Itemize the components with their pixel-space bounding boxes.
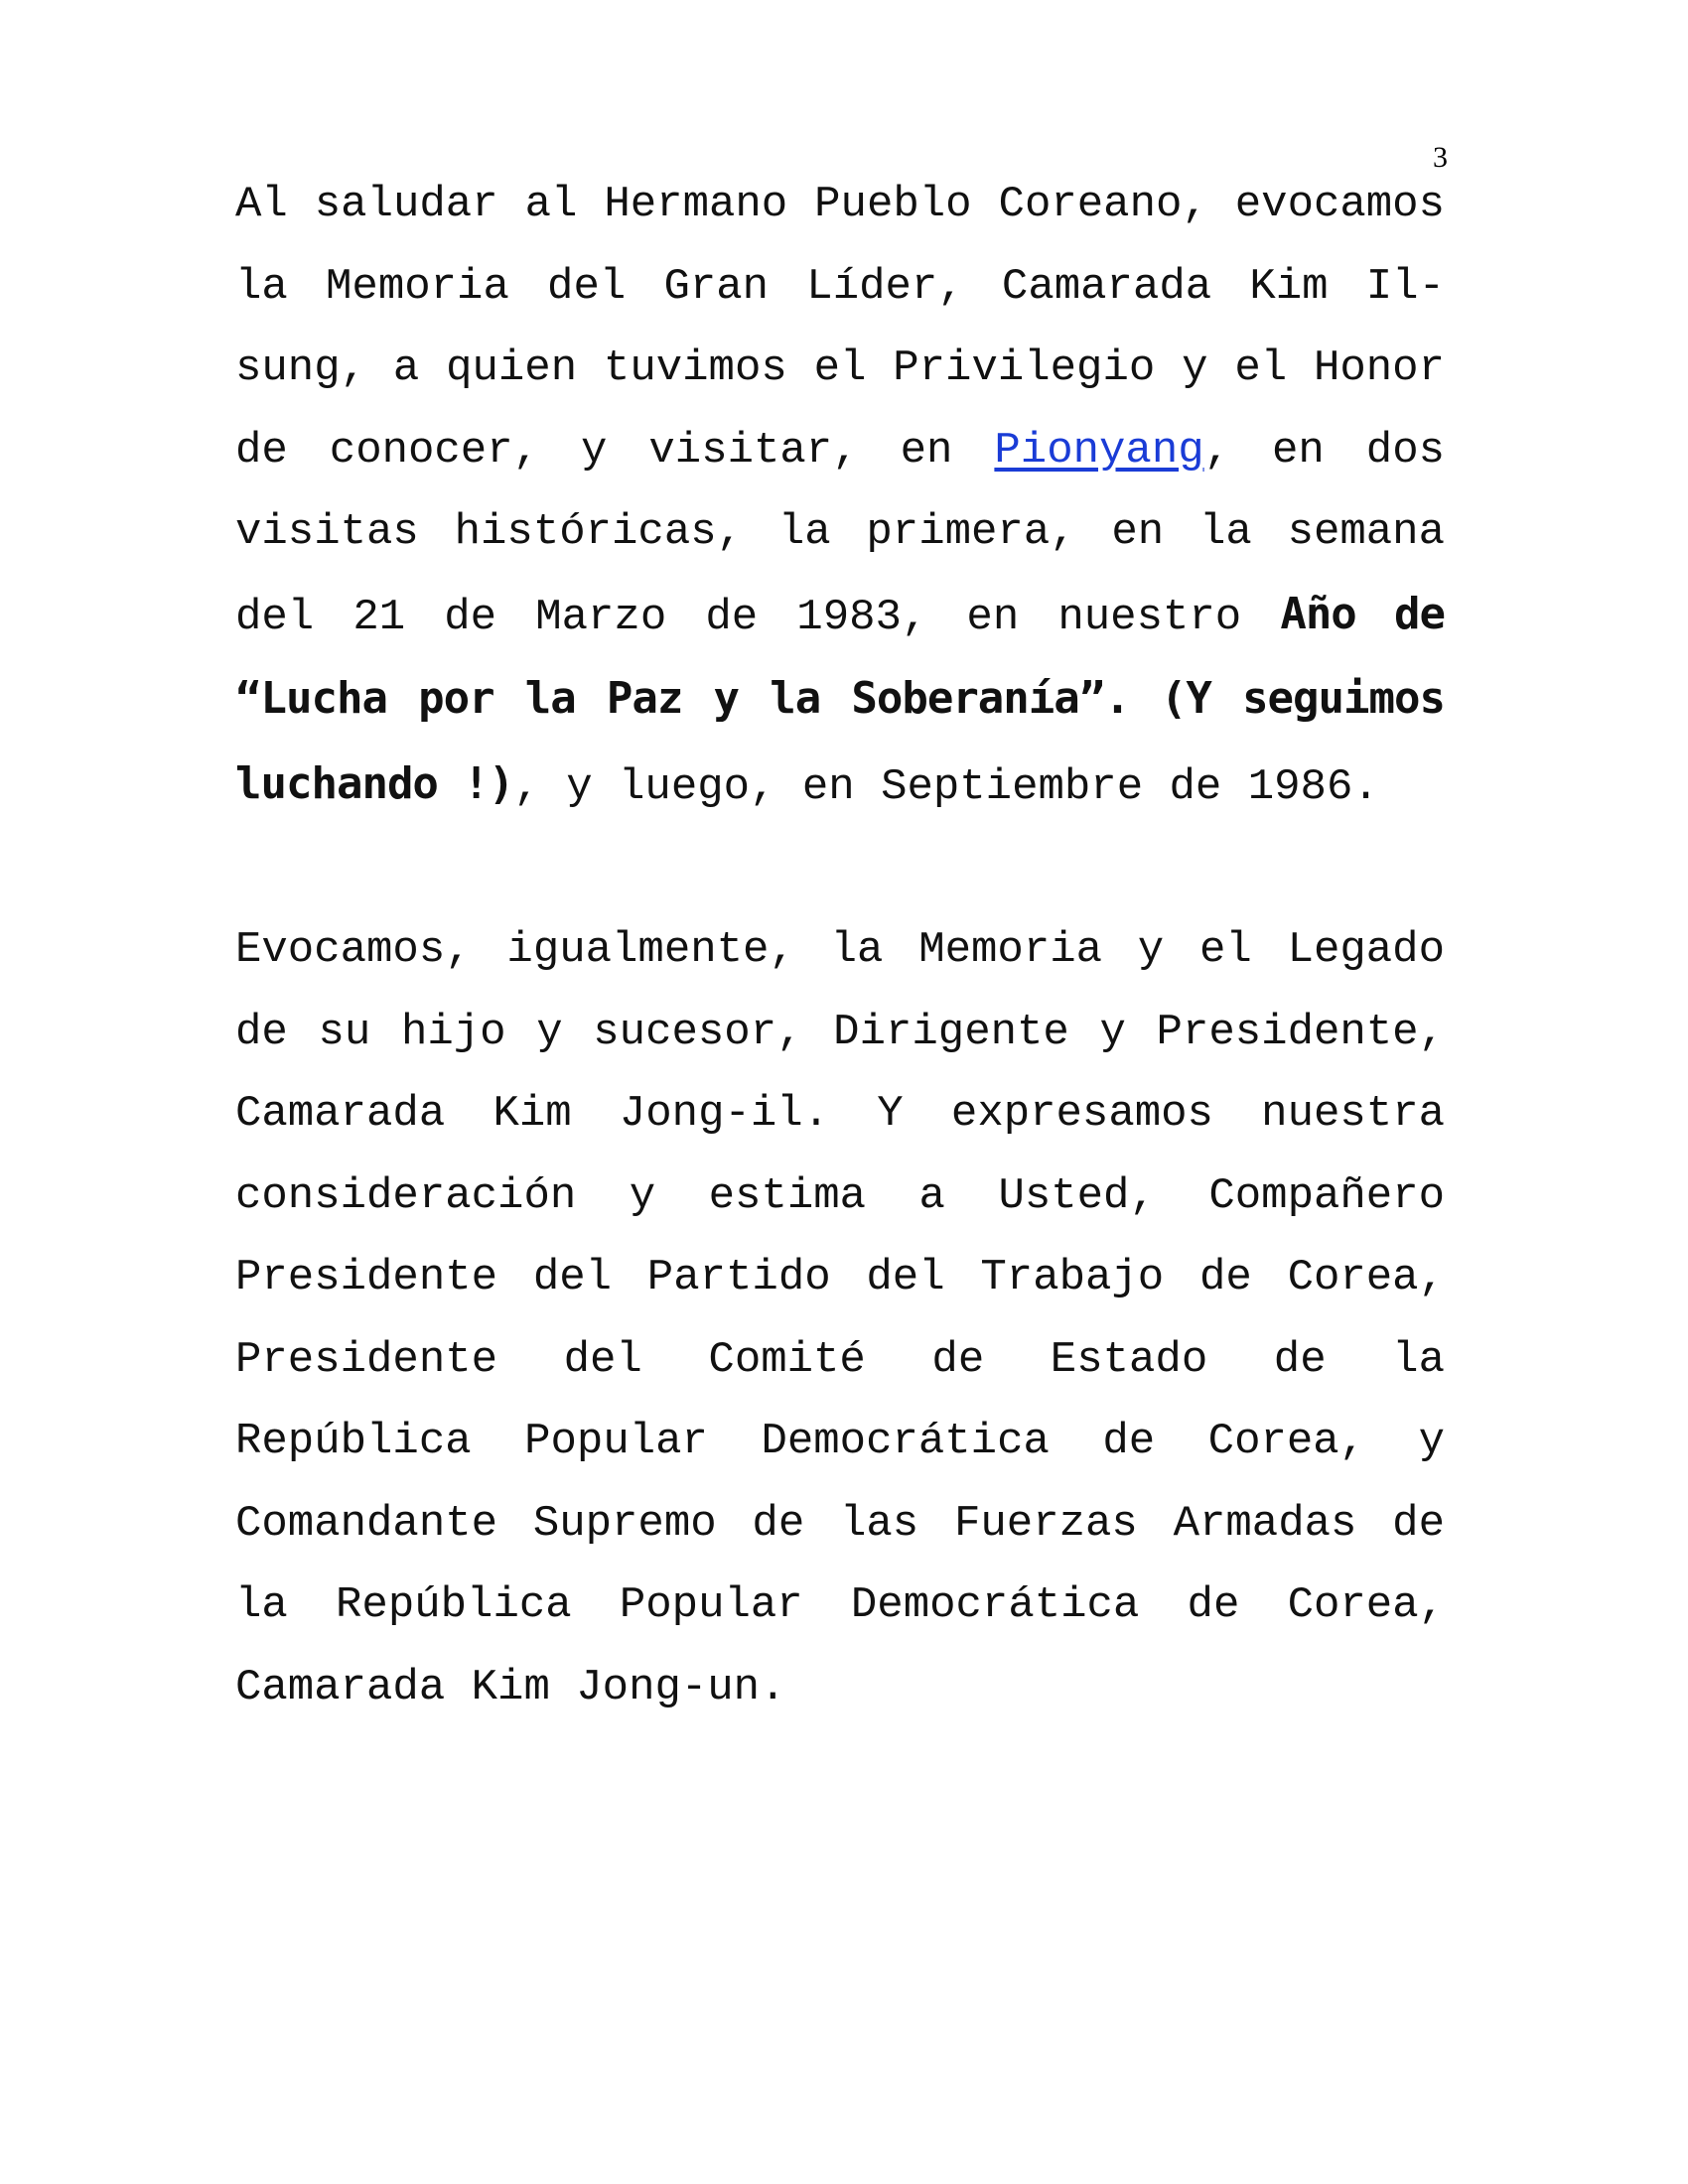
paragraph-greeting-text-start: Al saludar al Hermano Pueblo Coreano, evocamos la Memoria del Gran Líder, Camarada Kim Il-sung, a quien tuvimos el Privilegio y el Honor de conocer, y visitar, en (235, 180, 1445, 476)
paragraph-greeting-text-middle: , en dos visitas históricas, la primera, en la semana del 21 de Marzo de 1983, en nuestro (235, 425, 1446, 642)
paragraph-tribute: Evocamos, igualmente, la Memoria y el Legado de su hijo y sucesor, Dirigente y Presidente, Camarada Kim Jong-il. Y expresamos nuestra consideración y estima a Usted, Compañero Presidente del Partido del Trabajo de Corea, Presidente del Comité de Estado de la República Popular Democrática de Corea, y Comandante Supremo de las Fuerzas Armadas de la República Popular Democrática de Corea, Camarada Kim Jong-un. (235, 925, 1445, 1712)
page-number: 3 (1433, 141, 1448, 174)
letter-body (235, 164, 1445, 1728)
bold-emphasis: Año de “Lucha por la Paz y la Soberanía”. (Y seguimos luchando !) (235, 588, 1445, 809)
pionyang-link[interactable]: Pionyang (994, 425, 1204, 476)
paragraph-greeting (235, 164, 1445, 828)
paragraph-greeting-text-end: , y luego, en Septiembre de 1986. (513, 761, 1379, 812)
